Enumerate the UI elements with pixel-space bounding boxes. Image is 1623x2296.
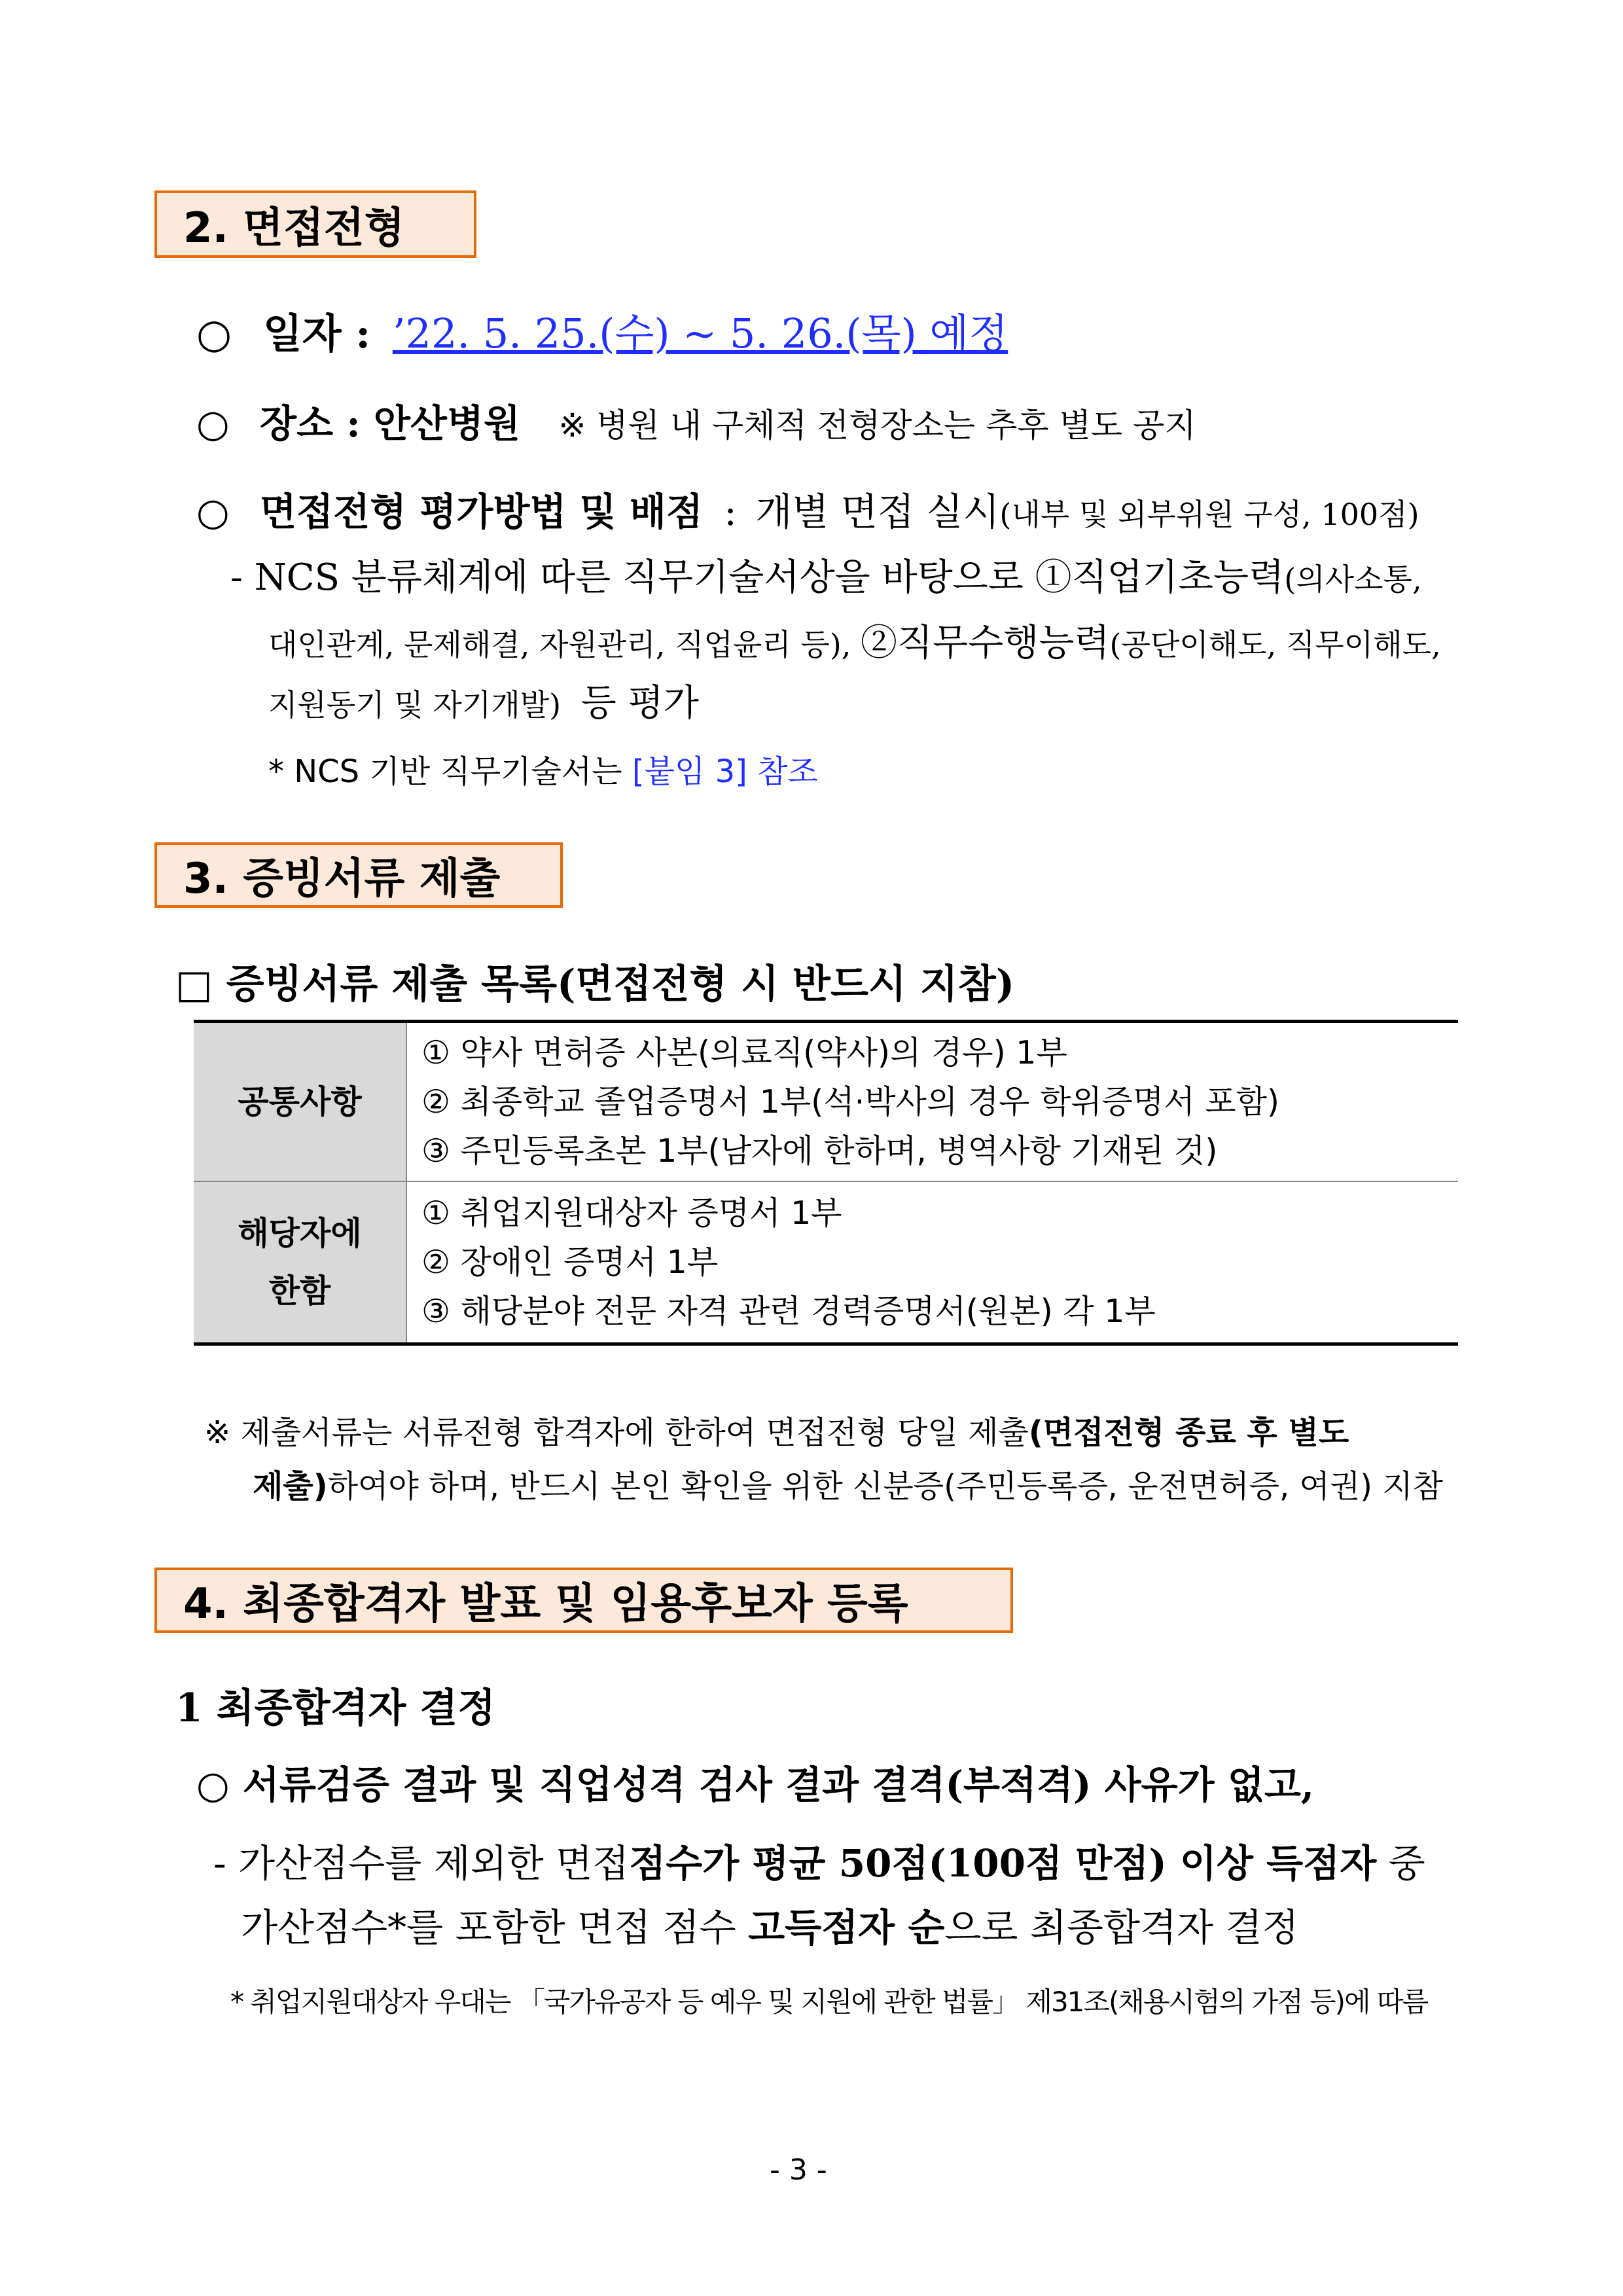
final-decision-title: 1 최종합격자 결정	[175, 1685, 496, 1731]
final-line1-a: - 가산점수를 제외한 면접	[213, 1841, 630, 1886]
section-2-title	[154, 190, 476, 258]
note-line2-a: 제출)	[253, 1468, 328, 1505]
ncs-line2-a: 대인관계, 문제해결, 자원관리, 직업윤리 등),	[268, 627, 851, 662]
date-label: 일자 :	[262, 310, 371, 357]
list-item: ③ 해당분야 전문 자격 관련 경력증명서(원본) 각 1부	[421, 1293, 1156, 1330]
final-line-1	[213, 1833, 1425, 1888]
row-header-line-1: 해당자에	[238, 1214, 362, 1252]
section-3-title-text: 3. 증빙서류 제출	[183, 855, 501, 903]
footnote: * 취업지원대상자 우대는 「국가유공자 등 예우 및 지원에 관한 법률」 제31조(채용시험의 가점 등)에 따름	[230, 1986, 1428, 2018]
submission-note-line-1	[204, 1407, 1349, 1452]
final-line-2	[241, 1897, 1299, 1952]
row-header-common: 공통사항	[194, 1022, 406, 1182]
ncs-line3-a: 지원동기 및 자기개발)	[268, 687, 562, 723]
doc-table	[194, 1020, 1458, 1346]
section-3-title	[154, 842, 563, 908]
eval-paren: (내부 및 외부위원 구성, 100점)	[999, 497, 1419, 532]
ncs-line2-b: ②직무수행능력	[860, 622, 1110, 664]
ncs-line-2	[268, 614, 1441, 666]
list-item: ② 장애인 증명서 1부	[421, 1244, 719, 1281]
final-line2-b: 고득점자 순	[748, 1905, 945, 1950]
date-line	[196, 301, 1008, 359]
ncs-note	[268, 746, 818, 791]
section-2-title-text: 2. 면접전형	[183, 204, 405, 253]
eval-text: 개별 면접 실시	[755, 490, 1000, 534]
note-line1-b: (면접전형 종료 후 별도	[1028, 1414, 1349, 1451]
final-line1-b: 점수가 평균 50점(100점 만점) 이상 득점자	[629, 1841, 1377, 1886]
date-bullet: ○	[196, 310, 232, 357]
section-4-title-text: 4. 최종합격자 발표 및 임용후보자 등록	[183, 1580, 908, 1628]
ncs-line-1	[230, 548, 1422, 601]
final-line1-c: 중	[1388, 1841, 1425, 1886]
row-items-applicable	[406, 1181, 1458, 1344]
place-note: ※ 병원 내 구체적 전형장소는 추후 별도 공지	[558, 406, 1196, 444]
table-row	[194, 1022, 1458, 1182]
place-line	[196, 393, 1196, 448]
row-header-applicable	[194, 1181, 406, 1344]
date-value: ’22. 5. 25.(수) ~ 5. 26.(목) 예정	[392, 310, 1008, 357]
row-items-common	[406, 1022, 1458, 1182]
final-line2-c: 으로 최종합격자 결정	[944, 1905, 1299, 1950]
ncs-note-link[interactable]: [붙임 3] 참조	[632, 753, 818, 790]
note-line2-b: 하여야 하며, 반드시 본인 확인을 위한 신분증(주민등록증, 운전면허증, 여권) 지참	[327, 1468, 1444, 1505]
list-item: ① 약사 면허증 사본(의료직(약사)의 경우) 1부	[421, 1034, 1067, 1071]
list-item: ② 최종학교 졸업증명서 1부(석·박사의 경우 학위증명서 포함)	[421, 1083, 1280, 1121]
ncs-line2-c: (공단이해도, 직무이해도,	[1109, 627, 1441, 662]
eval-colon: :	[724, 490, 737, 534]
final-line2-a: 가산점수*를 포함한 면접 점수	[241, 1905, 736, 1950]
ncs-note-a: * NCS 기반 직무기술서는	[268, 753, 622, 790]
eval-bullet: ○	[196, 490, 230, 534]
list-item: ① 취업지원대상자 증명서 1부	[421, 1194, 842, 1232]
ncs-line3-b: 등 평가	[580, 682, 699, 725]
row-header-line-2: 한함	[268, 1272, 331, 1310]
eval-label: 면접전형 평가방법 및 배점	[260, 490, 703, 534]
eval-line	[196, 481, 1419, 536]
list-item: ③ 주민등록초본 1부(남자에 한하며, 병역사항 기재된 것)	[421, 1132, 1218, 1170]
note-line1-a: ※ 제출서류는 서류전형 합격자에 한하여 면접전형 당일 제출	[204, 1414, 1029, 1451]
final-decision-bullet: ○ 서류검증 결과 및 직업성격 검사 결과 결격(부적격) 사유가 없고,	[196, 1763, 1315, 1807]
ncs-line1-b: (의사소통,	[1284, 562, 1422, 597]
ncs-line-3	[268, 674, 699, 726]
table-row	[194, 1181, 1458, 1344]
place-bullet: ○	[196, 401, 230, 446]
place-label: 장소 : 안산병원	[260, 401, 521, 446]
section-4-title	[154, 1568, 1013, 1633]
doc-list-title: □ 증빙서류 제출 목록(면접전형 시 반드시 지참)	[175, 961, 1015, 1007]
page-number: - 3 -	[770, 2153, 827, 2187]
submission-note-line-2	[253, 1461, 1443, 1506]
ncs-line1-a: - NCS 분류체계에 따른 직무기술서상을 바탕으로 ①직업기초능력	[230, 556, 1285, 599]
